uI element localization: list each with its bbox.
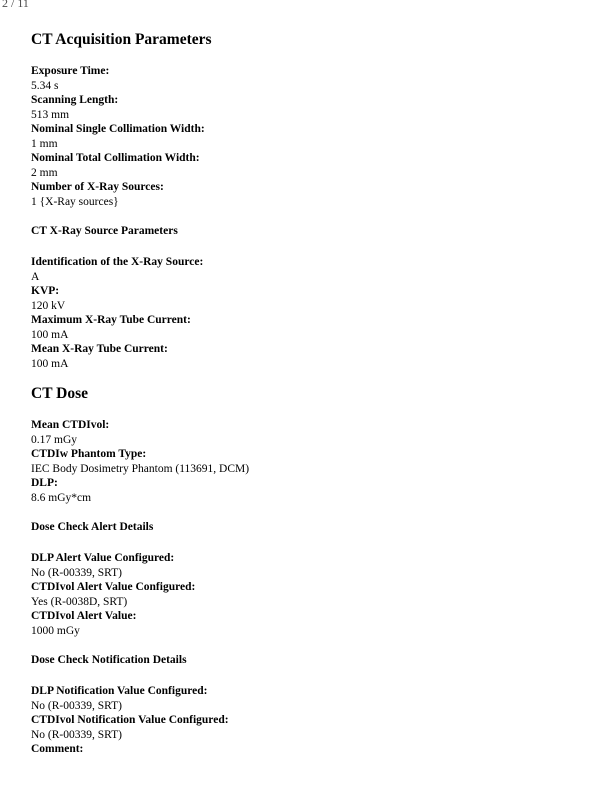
section-title: CT Dose (31, 385, 88, 402)
field-label: DLP: (31, 477, 58, 489)
field-value: No (R-00339, SRT) (31, 728, 122, 741)
field-comment (31, 742, 592, 757)
field-value: 513 mm (31, 108, 70, 121)
field-value: 1000 mGy (31, 624, 80, 637)
field-mean-xray-tube-current (31, 342, 592, 371)
field-label: Maximum X-Ray Tube Current: (31, 314, 191, 326)
field-value: 1 mm (31, 137, 58, 150)
field-value: No (R-00339, SRT) (31, 566, 122, 579)
field-mean-ctdivol (31, 418, 592, 447)
field-label: CTDIvol Alert Value Configured: (31, 581, 196, 593)
section-dose-check-notification-details (31, 653, 592, 757)
field-label: Number of X-Ray Sources: (31, 181, 164, 193)
field-nominal-total-collimation-width (31, 151, 592, 180)
field-label: Comment: (31, 743, 84, 755)
field-dlp-alert-value-configured (31, 551, 592, 580)
field-list (31, 255, 592, 371)
field-value: 8.6 mGy*cm (31, 491, 92, 504)
field-scanning-length (31, 93, 592, 122)
field-value: 100 mA (31, 328, 69, 341)
field-exposure-time (31, 64, 592, 93)
field-list (31, 418, 592, 505)
field-label: DLP Notification Value Configured: (31, 685, 208, 697)
section-title: Dose Check Notification Details (31, 654, 187, 666)
field-value: A (31, 270, 40, 283)
field-label: Nominal Single Collimation Width: (31, 123, 205, 135)
field-kvp (31, 284, 592, 313)
field-maximum-xray-tube-current (31, 313, 592, 342)
field-label: Identification of the X-Ray Source: (31, 256, 204, 268)
field-label: CTDIvol Notification Value Configured: (31, 714, 229, 726)
section-ct-xray-source-parameters (31, 224, 592, 371)
field-value: 2 mm (31, 166, 58, 179)
field-value: 120 kV (31, 299, 66, 312)
page-indicator: 2 / 11 (2, 0, 29, 10)
field-value: 100 mA (31, 357, 69, 370)
field-label: Exposure Time: (31, 65, 110, 77)
field-ctdivol-alert-value (31, 609, 592, 638)
field-label: Nominal Total Collimation Width: (31, 152, 200, 164)
section-ct-acquisition-parameters (31, 32, 592, 209)
field-value: 5.34 s (31, 79, 59, 92)
field-label: Mean CTDIvol: (31, 419, 110, 431)
field-list (31, 64, 592, 209)
field-value: 1 {X-Ray sources} (31, 195, 119, 208)
field-label: Scanning Length: (31, 94, 119, 106)
field-value: No (R-00339, SRT) (31, 699, 122, 712)
field-list (31, 551, 592, 638)
field-number-of-xray-sources (31, 180, 592, 209)
field-label: Mean X-Ray Tube Current: (31, 343, 168, 355)
field-label: KVP: (31, 285, 60, 297)
field-dlp (31, 476, 592, 505)
field-ctdiw-phantom-type (31, 447, 592, 476)
field-dlp-notification-value-configured (31, 684, 592, 713)
field-label: CTDIw Phantom Type: (31, 448, 147, 460)
section-title: CT Acquisition Parameters (31, 31, 212, 48)
field-label: CTDIvol Alert Value: (31, 610, 137, 622)
section-title: CT X-Ray Source Parameters (31, 225, 178, 237)
field-label: DLP Alert Value Configured: (31, 552, 175, 564)
field-identification-of-xray-source (31, 255, 592, 284)
field-value: Yes (R-0038D, SRT) (31, 595, 128, 608)
section-title: Dose Check Alert Details (31, 521, 154, 533)
field-list (31, 684, 592, 757)
field-value: 0.17 mGy (31, 433, 77, 446)
section-ct-dose (31, 386, 592, 505)
report-content (31, 32, 592, 772)
field-nominal-single-collimation-width (31, 122, 592, 151)
field-ctdivol-alert-value-configured (31, 580, 592, 609)
field-value: IEC Body Dosimetry Phantom (113691, DCM) (31, 462, 250, 475)
section-dose-check-alert-details (31, 520, 592, 638)
field-ctdivol-notification-value-configured (31, 713, 592, 742)
